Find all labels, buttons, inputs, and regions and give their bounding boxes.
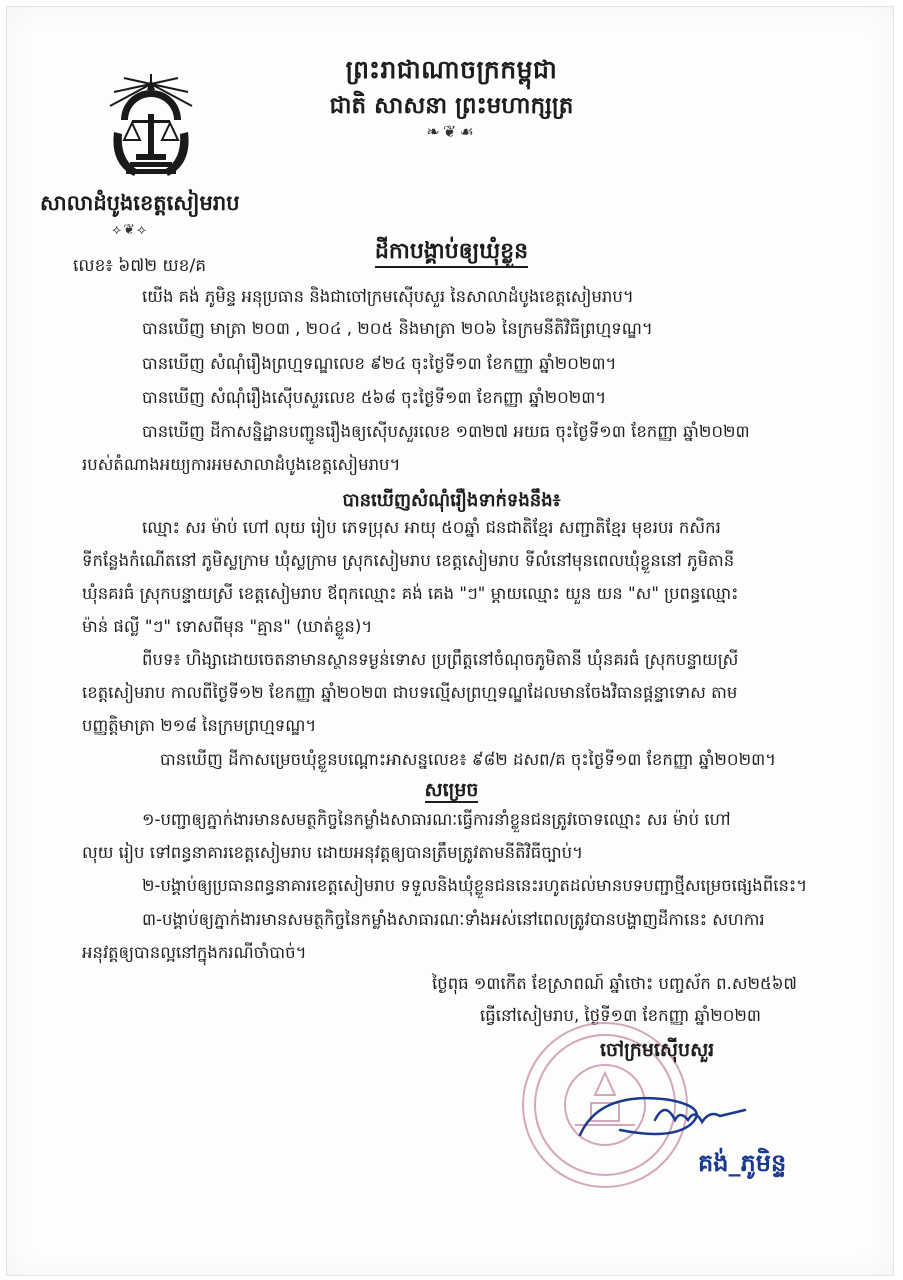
identity-line: ឈ្មោះ សរ ម៉ាប់ ហៅ លុយ រៀប ភេទប្រុស អាយុ ៥០ឆ្នាំ ជនជាតិខ្មែរ សញ្ជាតិខ្មែរ មុខរបរ កសិករ (142, 518, 721, 537)
identity-line: ទីកន្លែងកំណើតនៅ ភូមិស្លក្រាម ឃុំស្លក្រាម ស្រុកសៀមរាប ខេត្តសៀមរាប ទីលំនៅមុនពេលឃុំខ្លួននៅ ភូមិតានី (82, 551, 735, 570)
intro-line: របស់តំណាងអយ្យការអមសាលាដំបូងខេត្តសៀមរាប។ (82, 455, 401, 474)
document-title: ដីកាបង្គាប់ឲ្យឃុំខ្លួន (0, 237, 903, 269)
charge-line: ពីបទ៖ ហិង្សាដោយចេតនាមានស្ថានទម្ងន់ទោស ប្រព្រឹត្តនៅចំណុចភូមិតានី ឃុំនគរធំ ស្រុកបន្ទាយស្រី (142, 650, 739, 669)
charge-line: បញ្ញត្តិមាត្រា ២១៨ នៃក្រមព្រហ្មទណ្ឌ។ (82, 716, 317, 735)
identity-line: ឃុំនគរធំ ស្រុកបន្ទាយស្រី ខេត្តសៀមរាប ឪពុកឈ្មោះ គង់ គេង "ៗ" ម្តាយឈ្មោះ យួន យន "ស" ប្រពន្ធឈ្មោះ (82, 584, 739, 603)
identity-line: ម៉ាន់ ផល្លី "ៗ" ទោសពីមុន "គ្មាន" (ឃាត់ខ្លួន)។ (82, 617, 373, 636)
court-name: សាលាដំបូងខេត្តសៀមរាប (40, 191, 240, 215)
decision-line: លុយ រៀប ទៅពន្ធនាគារខេត្តសៀមរាប ដោយអនុវត្តឲ្យបានត្រឹមត្រូវតាមនីតិវិធីច្បាប់។ (82, 843, 583, 862)
intro-line: បានឃើញ សំណុំរឿងស៊ើបសួរលេខ ៥៦៨ ចុះថ្ងៃទី១៣ ខែកញ្ញា ឆ្នាំ២០២៣។ (142, 388, 607, 407)
court-ornament: ⟡❦⟡ (112, 222, 149, 238)
signer-title: ចៅក្រមស៊ើបសួរ (600, 1039, 715, 1061)
decision-line: ៣-បង្គាប់ឲ្យភ្នាក់ងារមានសមត្ថកិច្ចនៃកម្លាំងសាធារណៈទាំងអស់នៅពេលត្រូវបានបង្ហាញដីកានេះ សហការ (142, 910, 765, 929)
kingdom-title: ព្រះរាជាណាចក្រកម្ពុជា (345, 55, 558, 84)
intro-line: បានឃើញ ដីកាសន្និដ្ឋានបញ្ជូនរឿងឲ្យស៊ើបសួរលេខ ១៣២៧ អយធ ចុះថ្ងៃទី១៣ ខែកញ្ញា ឆ្នាំ២០២៣ (142, 422, 750, 441)
decision-title: សម្រេច (424, 779, 479, 801)
intro-line: យើង គង់ ភូមិន្ទ អនុប្រធាន និងជាចៅក្រមស៊ើបសួរ នៃសាលាដំបូងខេត្តសៀមរាប។ (142, 287, 634, 306)
charge-line: ខេត្តសៀមរាប កាលពីថ្ងៃទី១២ ខែកញ្ញា ឆ្នាំ២០២៣ ជាបទល្មើសព្រហ្មទណ្ឌដែលមានចែងវិធានផ្តន្ទាទោស តាម (82, 683, 738, 702)
place-date: ធ្វើនៅសៀមរាប, ថ្ងៃទី១៣ ខែកញ្ញា ឆ្នាំ២០២៣ (480, 1006, 761, 1025)
court-emblem-icon (104, 74, 198, 184)
decision-line: ២-បង្គាប់ឲ្យប្រធានពន្ធនាគារខេត្តសៀមរាប ទទួលនិងឃុំខ្លួនជននេះរហូតដល់មានបទបញ្ជាថ្មីសម្រេចផ្សេងពីនេះ។ (142, 876, 808, 895)
lunar-date: ថ្ងៃពុធ ១៣កេីត ខែស្រាពណ៍ ឆ្នាំថោះ បញ្ចស័ក ព.ស២៥៦៧ (432, 974, 797, 993)
intro-line: បានឃើញ មាត្រា ២០៣ , ២០៤ , ២០៥ និងមាត្រា ២០៦ នៃក្រមនីតិវិធីព្រហ្មទណ្ឌ។ (142, 319, 653, 338)
detention-order-line: បានឃើញ ដីកាសម្រេចឃុំខ្លួនបណ្តោះអាសន្នលេខ៖ ៩៨២ ដសព/គ ចុះថ្ងៃទី១៣ ខែកញ្ញា ឆ្នាំ២០២៣។ (160, 750, 777, 769)
signer-name: គង់_ភូមិន្ទ (698, 1149, 787, 1177)
reference-number: លេខ៖ ៦៧២ យខ/គ (73, 256, 206, 276)
decision-line: ១-បញ្ជាឲ្យភ្នាក់ងារមានសមត្ថកិច្ចនៃកម្លាំងសាធារណៈធ្វើការនាំខ្លួនជនត្រូវចោទឈ្មោះ សរ ម៉ាប់ ហៅ (142, 810, 731, 829)
accused-heading: បានឃើញសំណុំរឿងទាក់ទងនឹង៖ (342, 490, 561, 511)
intro-line: បានឃើញ សំណុំរឿងព្រហ្មទណ្ឌលេខ ៩២៤ ចុះថ្ងៃទី១៣ ខែកញ្ញា ឆ្នាំ២០២៣។ (142, 354, 617, 373)
header-ornament: ❧❦☙ (426, 122, 477, 141)
national-motto: ជាតិ សាសនា ព្រះមហាក្សត្រ (329, 93, 574, 119)
decision-line: អនុវត្តឲ្យបានល្អនៅក្នុងករណីចាំបាច់។ (82, 943, 307, 962)
